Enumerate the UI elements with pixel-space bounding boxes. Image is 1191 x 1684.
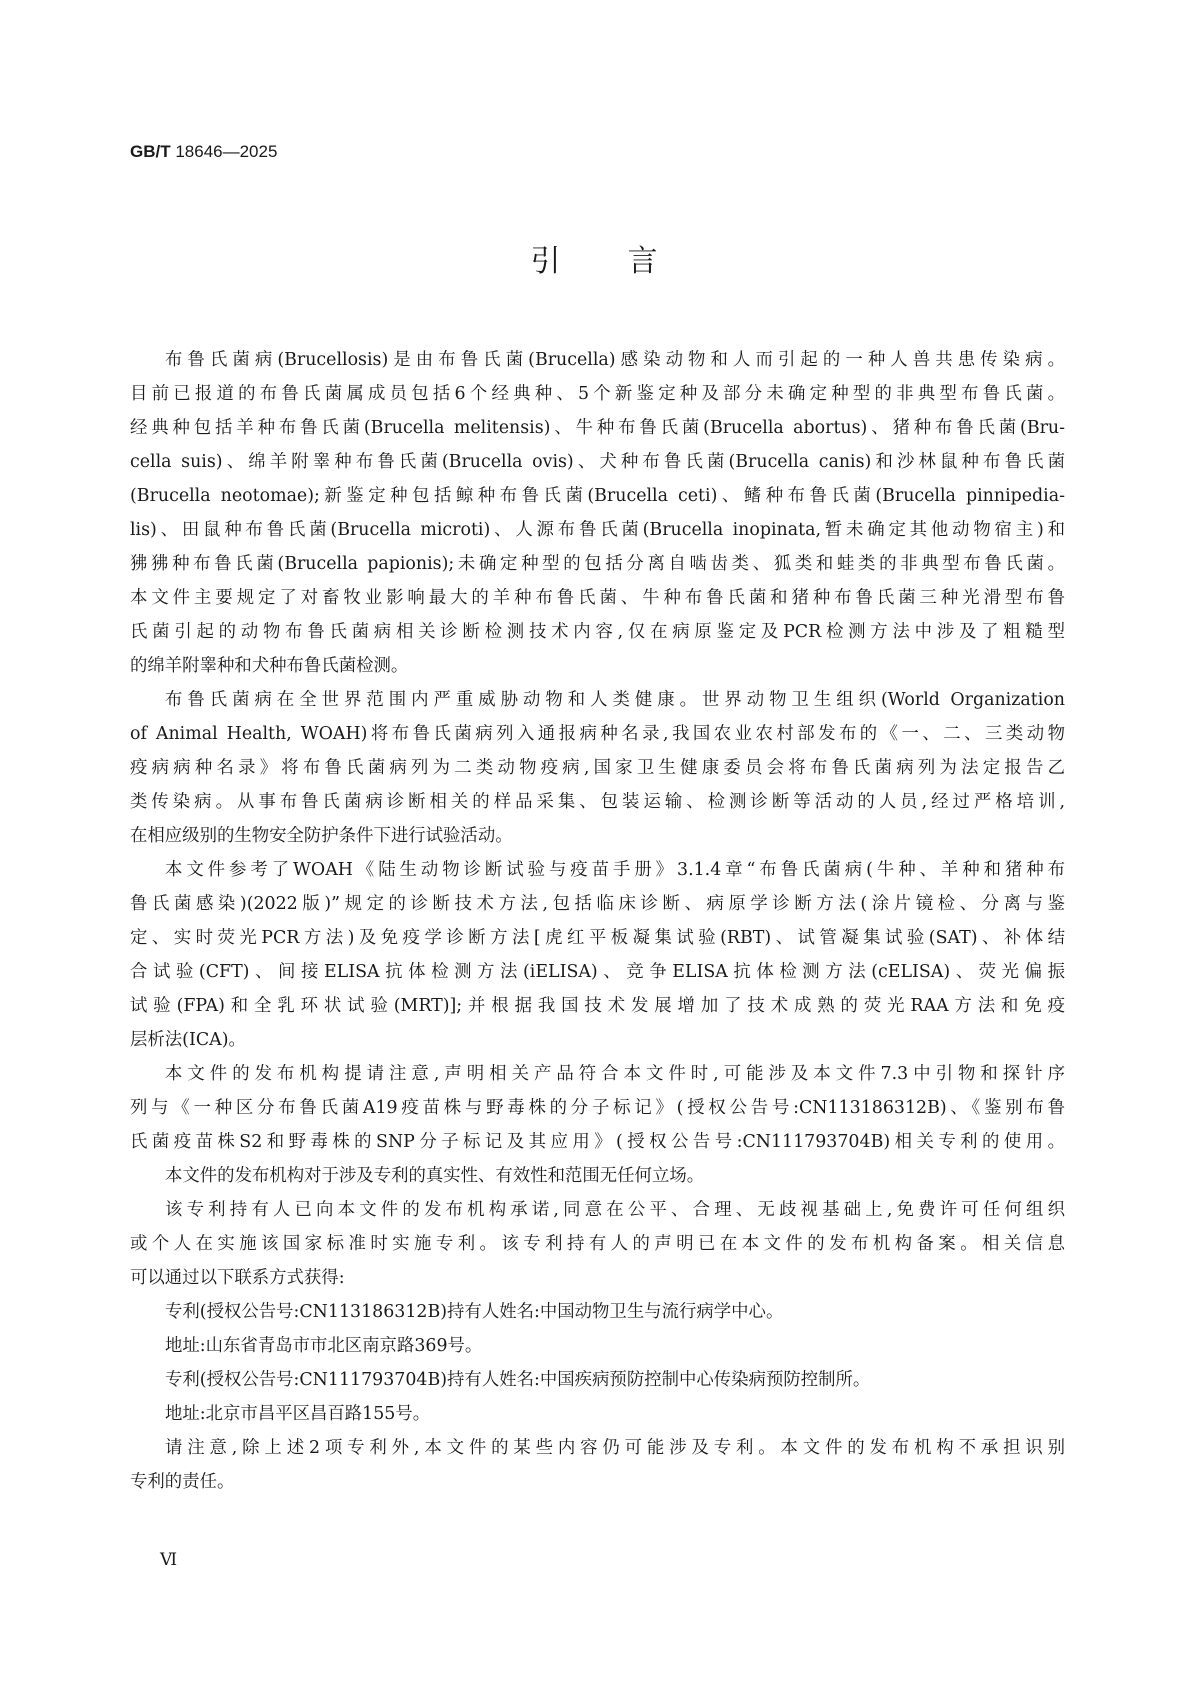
text-line: 疫病病种名录》将布鲁氏菌病列为二类动物疫病,国家卫生健康委员会将布鲁氏菌病列为法定报告乙	[130, 758, 1065, 778]
text-line: 的绵羊附睾种和犬种布鲁氏菌检测。	[130, 656, 409, 676]
text-line: 试验(FPA)和全乳环状试验(MRT)];并根据我国技术发展增加了技术成熟的荧光RAA方法和免疫	[130, 996, 1065, 1016]
text-line: of Animal Health, WOAH)将布鲁氏菌病列入通报病种名录,我国农业农村部发布的《一、二、三类动物	[130, 724, 1065, 744]
text-line: 本文件的发布机构对于涉及专利的真实性、有效性和范围无任何立场。	[165, 1166, 705, 1186]
text-line: 鲁氏菌感染)(2022版)”规定的诊断技术方法,包括临床诊断、病原学诊断方法(涂片镜检、分离与鉴	[130, 894, 1065, 914]
text-line: 布鲁氏菌病在全世界范围内严重威胁动物和人类健康。世界动物卫生组织(World Organization	[165, 690, 1065, 710]
document-code-prefix: GB/T	[130, 142, 171, 161]
text-line: 请注意,除上述2项专利外,本文件的某些内容仍可能涉及专利。本文件的发布机构不承担识别	[165, 1438, 1065, 1458]
title-char-1: 引	[530, 244, 564, 279]
body-text	[130, 343, 1065, 1499]
text-line: 该专利持有人已向本文件的发布机构承诺,同意在公平、合理、无歧视基础上,免费许可任何组织	[165, 1200, 1065, 1220]
text-line: 本文件参考了WOAH《陆生动物诊断试验与疫苗手册》3.1.4章“布鲁氏菌病(牛种、羊种和猪种布	[165, 860, 1065, 880]
text-line: 定、实时荧光PCR方法)及免疫学诊断方法[虎红平板凝集试验(RBT)、试管凝集试验(SAT)、补体结	[130, 928, 1065, 948]
text-line: 地址:北京市昌平区昌百路155号。	[165, 1404, 431, 1424]
text-line: 可以通过以下联系方式获得:	[130, 1268, 345, 1288]
text-line: (Brucella neotomae);新鉴定种包括鲸种布鲁氏菌(Brucella ceti)、鳍种布鲁氏菌(Brucella pinnipedia-	[130, 486, 1065, 506]
text-line: 专利(授权公告号:CN111793704B)持有人姓名:中国疾病预防控制中心传染病预防控制所。	[165, 1370, 871, 1390]
text-line: 地址:山东省青岛市市北区南京路369号。	[165, 1336, 483, 1356]
text-line: 氏菌疫苗株S2和野毒株的SNP分子标记及其应用》(授权公告号:CN111793704B)相关专利的使用。	[130, 1132, 1065, 1152]
text-line: cella suis)、绵羊附睾种布鲁氏菌(Brucella ovis)、犬种布鲁氏菌(Brucella canis)和沙林鼠种布鲁氏菌	[130, 452, 1065, 472]
text-line: 专利的责任。	[130, 1472, 235, 1492]
text-line: 层析法(ICA)。	[130, 1030, 246, 1050]
text-line: 或个人在实施该国家标准时实施专利。该专利持有人的声明已在本文件的发布机构备案。相关信息	[130, 1234, 1065, 1254]
text-line: 本文件主要规定了对畜牧业影响最大的羊种布鲁氏菌、牛种布鲁氏菌和猪种布鲁氏菌三种光滑型布鲁	[130, 588, 1065, 608]
text-line: 氏菌引起的动物布鲁氏菌病相关诊断检测技术内容,仅在病原鉴定及PCR检测方法中涉及了粗糙型	[130, 622, 1065, 642]
text-line: 狒狒种布鲁氏菌(Brucella papionis);未确定种型的包括分离自啮齿类、狐类和蛙类的非典型布鲁氏菌。	[130, 554, 1065, 574]
document-code	[130, 142, 277, 162]
text-line: 列与《一种区分布鲁氏菌A19疫苗株与野毒株的分子标记》(授权公告号:CN113186312B)、《鉴别布鲁	[130, 1098, 1065, 1118]
text-line: lis)、田鼠种布鲁氏菌(Brucella microti)、人源布鲁氏菌(Brucella inopinata,暂未确定其他动物宿主)和	[130, 520, 1065, 540]
text-line: 布鲁氏菌病(Brucellosis)是由布鲁氏菌(Brucella)感染动物和人而引起的一种人兽共患传染病。	[165, 350, 1065, 370]
page-number: Ⅵ	[160, 1550, 178, 1570]
text-line: 合试验(CFT)、间接ELISA抗体检测方法(iELISA)、竞争ELISA抗体检测方法(cELISA)、荧光偏振	[130, 962, 1065, 982]
document-code-number: 18646—2025	[170, 142, 278, 161]
title-char-2: 言	[627, 244, 661, 279]
text-line: 经典种包括羊种布鲁氏菌(Brucella melitensis)、牛种布鲁氏菌(Brucella abortus)、猪种布鲁氏菌(Bru-	[130, 418, 1065, 438]
text-line: 类传染病。从事布鲁氏菌病诊断相关的样品采集、包装运输、检测诊断等活动的人员,经过严格培训,	[130, 792, 1065, 812]
text-line: 专利(授权公告号:CN113186312B)持有人姓名:中国动物卫生与流行病学中心。	[165, 1302, 784, 1322]
page-title	[0, 242, 1191, 282]
text-line: 目前已报道的布鲁氏菌属成员包括6个经典种、5个新鉴定种及部分未确定种型的非典型布鲁氏菌。	[130, 384, 1065, 404]
text-line: 本文件的发布机构提请注意,声明相关产品符合本文件时,可能涉及本文件7.3中引物和探针序	[165, 1064, 1065, 1084]
text-line: 在相应级别的生物安全防护条件下进行试验活动。	[130, 826, 513, 846]
